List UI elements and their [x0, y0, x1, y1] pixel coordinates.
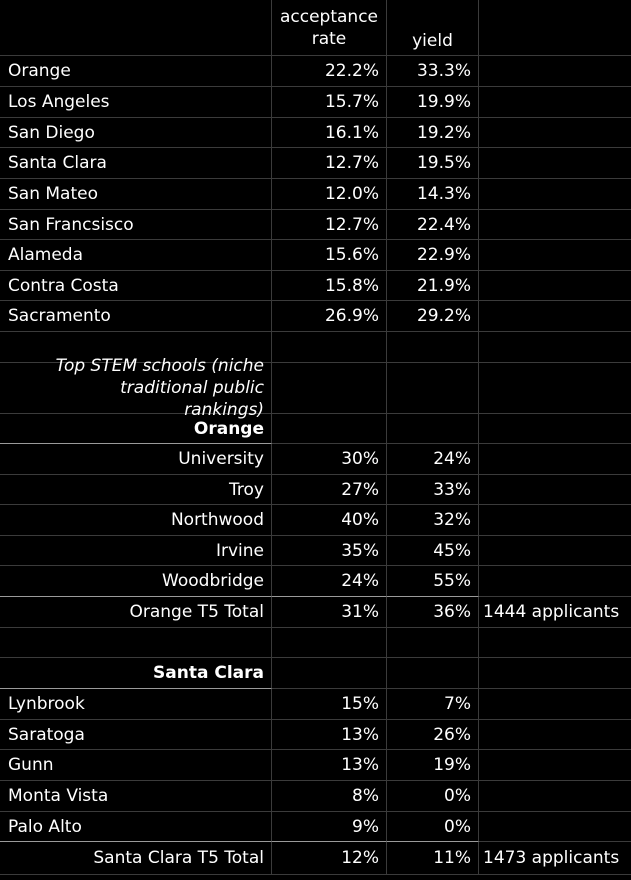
acceptance-value[interactable]: 24%	[272, 566, 387, 597]
yield-value[interactable]: 14.3%	[387, 179, 479, 210]
empty-cell[interactable]	[479, 56, 631, 87]
table-row	[0, 148, 631, 179]
empty-cell[interactable]	[479, 475, 631, 505]
yield-value[interactable]: 33.3%	[387, 56, 479, 87]
table-row	[0, 781, 631, 812]
acceptance-value[interactable]: 13%	[272, 720, 387, 750]
total-row	[0, 597, 631, 628]
acceptance-value[interactable]: 26.9%	[272, 301, 387, 332]
header-acceptance-rate[interactable]: acceptance rate	[272, 0, 387, 56]
empty-cell[interactable]	[479, 781, 631, 812]
acceptance-value[interactable]: 12.0%	[272, 179, 387, 210]
county-name[interactable]: Sacramento	[0, 301, 272, 332]
acceptance-value[interactable]: 15.8%	[272, 271, 387, 301]
empty-cell[interactable]	[479, 750, 631, 781]
empty-cell[interactable]	[479, 536, 631, 566]
acceptance-value[interactable]: 40%	[272, 505, 387, 536]
yield-value[interactable]: 19.5%	[387, 148, 479, 179]
empty-cell[interactable]	[272, 658, 387, 689]
yield-value[interactable]: 7%	[387, 689, 479, 720]
empty-cell[interactable]	[479, 332, 631, 363]
header-extra-cell[interactable]	[479, 0, 631, 56]
yield-value[interactable]: 45%	[387, 536, 479, 566]
empty-cell[interactable]	[479, 505, 631, 536]
empty-cell[interactable]	[479, 689, 631, 720]
empty-cell[interactable]	[479, 271, 631, 301]
yield-value[interactable]: 11%	[387, 842, 479, 875]
yield-value[interactable]: 26%	[387, 720, 479, 750]
table-row	[0, 301, 631, 332]
stem-note-row	[0, 356, 631, 420]
county-name[interactable]: Santa Clara	[0, 148, 272, 179]
county-name[interactable]: Alameda	[0, 240, 272, 271]
table-row	[0, 720, 631, 750]
school-name[interactable]: Troy	[0, 475, 272, 505]
table-row	[0, 812, 631, 842]
header-yield[interactable]: yield	[387, 0, 479, 56]
empty-cell[interactable]	[479, 301, 631, 332]
table-row	[0, 87, 631, 118]
empty-cell[interactable]	[387, 628, 479, 658]
yield-value[interactable]: 55%	[387, 566, 479, 597]
acceptance-value[interactable]: 31%	[272, 597, 387, 628]
table-row	[0, 566, 631, 597]
acceptance-value[interactable]: 35%	[272, 536, 387, 566]
table-row	[0, 689, 631, 720]
acceptance-value[interactable]: 9%	[272, 812, 387, 842]
acceptance-value[interactable]: 27%	[272, 475, 387, 505]
empty-cell[interactable]	[479, 148, 631, 179]
county-name[interactable]: San Diego	[0, 118, 272, 148]
county-name[interactable]: San Francsisco	[0, 210, 272, 240]
acceptance-value[interactable]: 15%	[272, 689, 387, 720]
section-title-row	[0, 414, 631, 444]
empty-cell[interactable]	[479, 363, 631, 414]
empty-cell[interactable]	[479, 658, 631, 689]
stem-schools-note[interactable]: Top STEM schools (niche traditional public rankings)	[0, 363, 272, 414]
header-row	[0, 0, 631, 56]
table-row	[0, 475, 631, 505]
acceptance-value[interactable]: 22.2%	[272, 56, 387, 87]
yield-value[interactable]: 22.4%	[387, 210, 479, 240]
empty-cell[interactable]	[387, 363, 479, 414]
yield-value[interactable]: 22.9%	[387, 240, 479, 271]
school-name[interactable]: Palo Alto	[0, 812, 272, 842]
santa-clara-section-title[interactable]: Santa Clara	[0, 658, 272, 689]
acceptance-value[interactable]: 12.7%	[272, 210, 387, 240]
empty-cell[interactable]	[272, 363, 387, 414]
acceptance-value[interactable]: 12.7%	[272, 148, 387, 179]
header-empty-cell[interactable]	[0, 0, 272, 56]
empty-cell[interactable]	[479, 240, 631, 271]
yield-value[interactable]: 19.9%	[387, 87, 479, 118]
acceptance-value[interactable]: 12%	[272, 842, 387, 875]
empty-cell[interactable]	[479, 414, 631, 444]
table-row	[0, 210, 631, 240]
empty-cell[interactable]	[387, 332, 479, 363]
orange-section-title[interactable]: Orange	[0, 414, 272, 444]
table-row	[0, 56, 631, 87]
yield-value[interactable]: 21.9%	[387, 271, 479, 301]
applicants-count[interactable]: 1473 applicants	[479, 842, 631, 875]
total-label[interactable]: Santa Clara T5 Total	[0, 842, 272, 875]
acceptance-value[interactable]: 13%	[272, 750, 387, 781]
yield-value[interactable]: 24%	[387, 444, 479, 475]
table-row	[0, 750, 631, 781]
yield-value[interactable]: 19.2%	[387, 118, 479, 148]
county-name[interactable]: Los Angeles	[0, 87, 272, 118]
school-name[interactable]: Lynbrook	[0, 689, 272, 720]
empty-cell[interactable]	[479, 720, 631, 750]
county-name[interactable]: San Mateo	[0, 179, 272, 210]
table-row	[0, 271, 631, 301]
empty-cell[interactable]	[479, 87, 631, 118]
county-name[interactable]: Orange	[0, 56, 272, 87]
table-row	[0, 444, 631, 475]
empty-cell[interactable]	[272, 332, 387, 363]
table-row	[0, 118, 631, 148]
school-name[interactable]: Gunn	[0, 750, 272, 781]
acceptance-value[interactable]: 30%	[272, 444, 387, 475]
blank-row	[0, 628, 631, 658]
yield-value[interactable]: 0%	[387, 812, 479, 842]
yield-value[interactable]: 32%	[387, 505, 479, 536]
empty-cell[interactable]	[479, 444, 631, 475]
empty-cell[interactable]	[387, 658, 479, 689]
yield-value[interactable]: 19%	[387, 750, 479, 781]
section-title-row	[0, 658, 631, 689]
acceptance-value[interactable]: 16.1%	[272, 118, 387, 148]
table-row	[0, 505, 631, 536]
yield-value[interactable]: 0%	[387, 781, 479, 812]
empty-cell[interactable]	[272, 414, 387, 444]
acceptance-value[interactable]: 15.7%	[272, 87, 387, 118]
school-name[interactable]: Monta Vista	[0, 781, 272, 812]
yield-value[interactable]: 29.2%	[387, 301, 479, 332]
yield-value[interactable]: 36%	[387, 597, 479, 628]
acceptance-value[interactable]: 15.6%	[272, 240, 387, 271]
yield-value[interactable]: 33%	[387, 475, 479, 505]
county-name[interactable]: Contra Costa	[0, 271, 272, 301]
school-name[interactable]: Irvine	[0, 536, 272, 566]
table-row	[0, 536, 631, 566]
empty-cell[interactable]	[272, 628, 387, 658]
empty-cell[interactable]	[387, 414, 479, 444]
table-row	[0, 240, 631, 271]
empty-cell[interactable]	[0, 628, 272, 658]
school-name[interactable]: Saratoga	[0, 720, 272, 750]
school-name[interactable]: Woodbridge	[0, 566, 272, 597]
empty-cell[interactable]	[479, 179, 631, 210]
total-row	[0, 842, 631, 875]
empty-cell[interactable]	[479, 566, 631, 597]
empty-cell[interactable]	[479, 812, 631, 842]
table-row	[0, 179, 631, 210]
empty-cell[interactable]	[479, 628, 631, 658]
applicants-count[interactable]: 1444 applicants	[479, 597, 631, 628]
empty-cell[interactable]	[479, 118, 631, 148]
total-label[interactable]: Orange T5 Total	[0, 597, 272, 628]
school-name[interactable]: University	[0, 444, 272, 475]
school-name[interactable]: Northwood	[0, 505, 272, 536]
empty-cell[interactable]	[479, 210, 631, 240]
acceptance-value[interactable]: 8%	[272, 781, 387, 812]
